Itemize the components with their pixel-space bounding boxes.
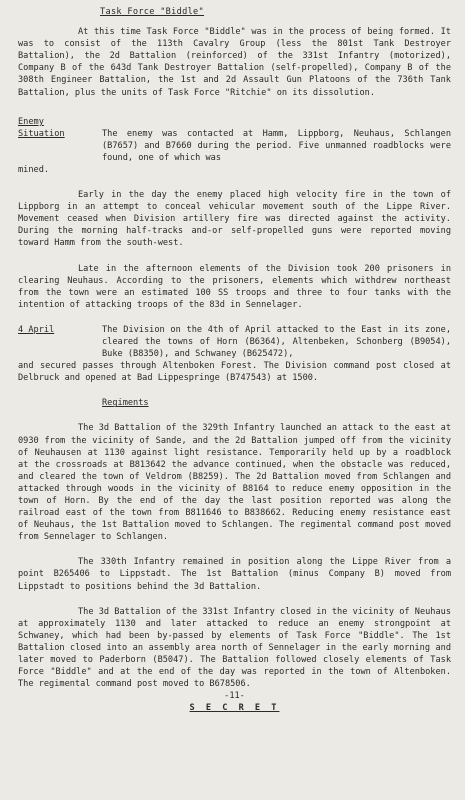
regiments-paragraph-2: The 330th Infantry remained in position along the Lippe River from a point B265406 to Lippstadt. The 1st Battalion (minus Company B) moved from Lippstadt to positions behind the 3d Battalion. [18,557,451,592]
enemy-paragraph-1-continued: mined. [18,164,50,175]
label-enemy: Enemy [18,116,44,127]
enemy-paragraph-1: The enemy was contacted at Hamm, Lippborg, Neuhaus, Schlangen (B7657) and B7660 during the period. Five unmanned roadblocks were found, one of which was [102,128,451,163]
enemy-situation-label [18,116,102,164]
intro-paragraph: At this time Task Force "Biddle" was in the process of being formed. It was to consist of the 113th Cavalry Group (less the 801st Tank Destroyer Battalion), the 2d Battalion (reinforced) of the 331st Infantry (motorized), Company B of the 643d Tank Destroyer Battalion (self-propelled), Company B of the 308th Engineer Battalion, the 1st and 2d Assault Gun Platoons of the 736th Tank Battalion, plus the units of Task Force "Ritchie" on its dissolution. [18,27,451,98]
regiments-paragraph-1: The 3d Battalion of the 329th Infantry launched an attack to the east at 0930 from the vicinity of Sande, and the 2d Battalion jumped off from the vicinity of Neuhausen at 1130 against light resistance. Temporarily held up by a roadblock at the crossroads at B813642 the advance continued, when the obstacle was reduced, and cleared the town of Veldrom (B8259). The 2d Battalion moved from Schlangen and attacked through woods in the vicinity of B8164 to reduce enemy opposition in the town of Horn. By the end of the day the last position reported was along the railroad east of the town from B811646 to B838662. Reducing enemy resistance east of Neuhaus, the 1st Battalion moved to Schlangen. The regimental command post moved from Sennelager to Schlangen. [18,423,451,543]
classification-marking: S E C R E T [189,703,280,714]
enemy-paragraph-2: Early in the day the enemy placed high velocity fire in the town of Lippborg in an attempt to conceal vehicular movement south of the Lippe River. Movement ceased when Division artillery fire was directed against the activity. During the morning half-tracks and-or self-propelled guns were reported moving toward Hamm from the south-west. [18,190,451,249]
section-title: Task Force "Biddle" [100,7,205,17]
april-paragraph: The Division on the 4th of April attacked to the East in its zone, cleared the towns of Horn (B6364), Altenbeken, Schonberg (B9054), Buke (B8350), and Schwaney (B625472), [102,324,451,360]
page-number: -11- [224,691,245,702]
regiments-heading: Regiments [102,398,149,409]
enemy-paragraph-3: Late in the afternoon elements of the Division took 200 prisoners in clearing Neuhaus. According to the prisoners, elements which withdrew northeast from the town were an estimated 100 SS troops and three to four tanks with the intention of attacking troops of the 83d in Sennelager. [18,263,451,310]
label-situation: Situation [18,128,65,139]
april-4-section [18,324,451,360]
date-label: 4 April [18,324,55,335]
enemy-situation-section [18,116,451,164]
regiments-paragraph-3: The 3d Battalion of the 331st Infantry closed in the vicinity of Neuhaus at approximately 1130 and later attacked to reduce an enemy strongpoint at Schwaney, which had been by-passed by elements of Task Force "Biddle". The 1st Battalion closed into an assembly area north of Sennelager in the early morning and later moved to Paderborn (B5047). The Battalion followed closely elements of Task Force "Biddle" and at the end of the day was reported in the town of Altenboken. The regimental command post moved to B678506. [18,606,451,690]
april-paragraph-continued: and secured passes through Altenboken Forest. The Division command post closed at Delbruck and opened at Bad Lippespringe (B747543) at 1500. [18,361,451,384]
